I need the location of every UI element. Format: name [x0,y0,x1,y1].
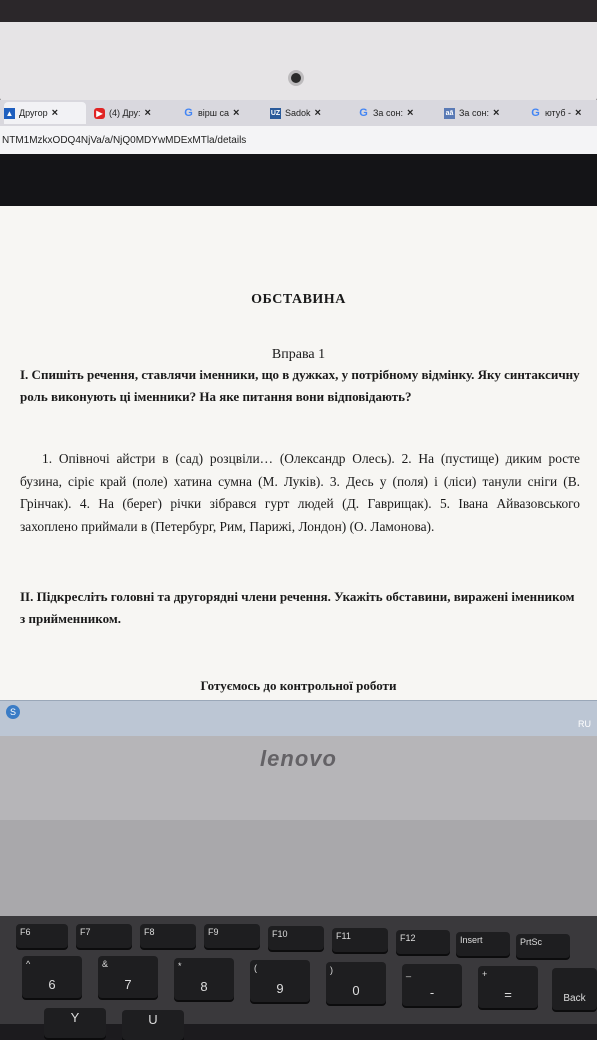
screen-bezel [0,22,597,102]
keyboard [0,916,597,1027]
brand-logo: lenovo [260,746,337,771]
key-6[interactable]: ^ 6 [22,956,82,998]
section-footer: Готуємось до контрольної роботи [200,678,397,693]
classroom-icon: ▲ [5,108,14,118]
key-backspace[interactable]: Back [552,968,597,1010]
taskbar [0,700,597,737]
exercise-body: 1. Опівночі айстри в (сад) розцвіли… (Олександр Олесь). 2. На (пустище) диким росте бузина, сіріє край (поле) хатина сумна (М. Луків). 3. Десь у (поля) і (ліси) танули сніги (В. Грінчак). 4. На (берег) річки зібрався гурт людей (Д. Гаврищак). 5. Івана Айвазовського захоплено приймали в (Петербург, Рим, Парижі, Лондон) (О. Ламонова). [20,451,580,534]
key-f8[interactable]: F8 [140,924,196,948]
task-2-text: ІІ. Підкресліть головні та другорядні члени речення. Укажіть обставини, виражені іменником з прийменником. [20,589,575,626]
close-icon[interactable]: × [233,107,240,119]
key-f9[interactable]: F9 [204,924,260,948]
tab-google-youtube[interactable] [530,102,597,124]
webcam-icon [288,70,304,86]
tab-sadok[interactable] [270,102,348,124]
viewer-toolbar [0,154,597,206]
key-y[interactable]: Y [44,1008,106,1038]
key-equals[interactable]: + = [478,966,538,1008]
av-icon: aā [445,109,454,117]
tab-label: вірш са [198,108,230,118]
key-7[interactable]: & 7 [98,956,158,998]
close-icon[interactable]: × [407,107,414,119]
close-icon[interactable]: × [314,107,321,119]
key-f6[interactable]: F6 [16,924,68,948]
address-bar[interactable] [0,126,597,155]
key-minus[interactable]: _ - [402,964,462,1006]
exercise-title: Вправа 1 [271,347,326,362]
laptop-hinge [0,820,597,916]
tab-label: Sadok [285,108,311,118]
tab-google-sonce[interactable] [358,102,436,124]
key-f11[interactable]: F11 [332,928,388,952]
tab-google-poem[interactable] [183,102,261,124]
tab-classroom[interactable] [4,102,86,124]
youtube-icon: ▶ [94,108,105,119]
key-9[interactable]: ( 9 [250,960,310,1002]
key-u[interactable]: U [122,1010,184,1040]
key-prtsc[interactable]: PrtSc [516,934,570,958]
document-page [0,206,597,700]
skype-icon[interactable]: S [6,705,20,719]
key-8[interactable]: * 8 [174,958,234,1000]
page-title: ОБСТАВИНА [251,292,346,307]
browser-tabstrip [0,100,597,126]
close-icon[interactable]: × [144,107,151,119]
google-icon: G [184,106,193,119]
tab-label: (4) Дру: [109,108,141,118]
task-1-text: І. Спишіть речення, ставлячи іменники, що в дужках, у потрібному відмінку. Яку синтаксичну роль виконують ці іменники? На яке питання вони відповідають? [20,367,580,404]
tab-youtube[interactable] [94,102,174,124]
key-0[interactable]: ) 0 [326,962,386,1004]
close-icon[interactable]: × [51,107,59,119]
tab-label: ютуб - [545,108,572,118]
google-icon: G [359,106,368,119]
tab-label: За сон: [459,108,490,118]
key-f10[interactable]: F10 [268,926,324,950]
key-f7[interactable]: F7 [76,924,132,948]
tab-label: Другор [19,108,48,118]
url-text[interactable]: NTM1MzkxODQ4NjVa/a/NjQ0MDYwMDExMTla/details [2,135,247,146]
close-icon[interactable]: × [493,107,500,119]
uz-icon: UZ [270,109,281,117]
key-f12[interactable]: F12 [396,930,450,954]
key-insert[interactable]: Insert [456,932,510,956]
tab-label: За сон: [373,108,404,118]
close-icon[interactable]: × [575,107,582,119]
tab-av-sonce[interactable] [444,102,524,124]
language-indicator[interactable]: RU [578,719,591,729]
google-icon: G [531,106,540,119]
